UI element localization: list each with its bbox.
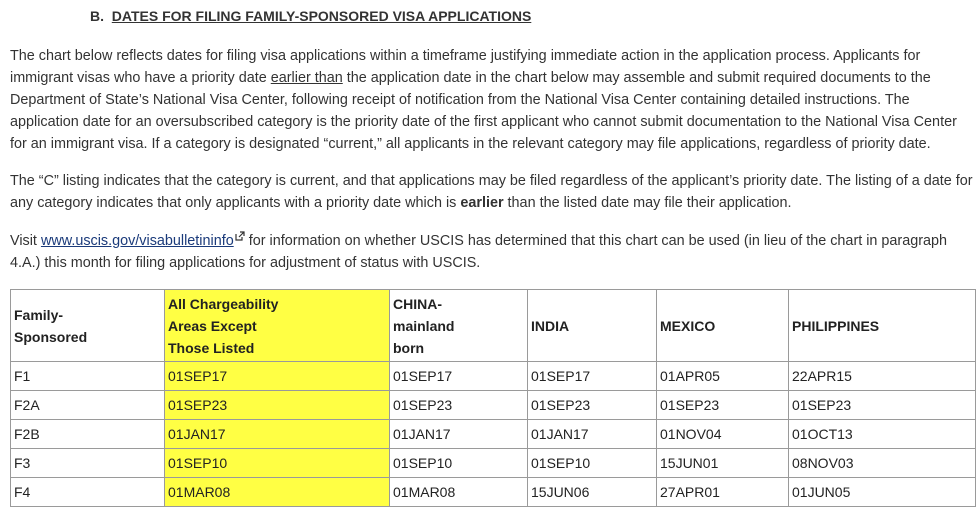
cell-china: 01SEP23 <box>390 391 528 420</box>
table-row <box>11 478 976 507</box>
header-text: Areas Except <box>168 317 257 334</box>
section-letter: B. <box>90 8 104 24</box>
header-text: born <box>393 339 425 356</box>
table-row <box>11 391 976 420</box>
current-text-1: The “C” listing indicates that the category is current, and that applications may be filed regardless of the applicant’s priority date. The listing of a date for any category indicates that only applicants with a priority date which is <box>10 173 973 211</box>
header-india: INDIA <box>528 290 657 362</box>
cell-india: 15JUN06 <box>528 478 657 507</box>
cell-india: 01SEP10 <box>528 449 657 478</box>
cell-category: F3 <box>11 449 165 478</box>
external-link-icon[interactable] <box>235 231 245 241</box>
cell-all-chargeability: 01SEP23 <box>165 391 390 420</box>
intro-paragraph <box>10 45 976 155</box>
cell-all-chargeability: 01JAN17 <box>165 420 390 449</box>
cell-all-chargeability: 01SEP17 <box>165 362 390 391</box>
table-row <box>11 420 976 449</box>
cell-mexico: 01SEP23 <box>657 391 789 420</box>
cell-category: F2B <box>11 420 165 449</box>
current-listing-paragraph <box>10 170 976 214</box>
intro-text-2: the application date in the chart below may assemble and submit required documents to the Department of State’s National Visa Center, following receipt of notification from the National Visa Center containing detailed instructions. The application date for an oversubscribed category is the priority date of the first applicant who cannot submit documentation to the National Visa Center for an immigrant visa. If a category is designated “current,” all applicants in the relevant category may file applications, regardless of priority date. <box>10 70 957 152</box>
section-title: DATES FOR FILING FAMILY-SPONSORED VISA APPLICATIONS <box>111 8 532 24</box>
header-text: CHINA- <box>393 295 442 312</box>
cell-philippines: 08NOV03 <box>789 449 976 478</box>
cell-mexico: 15JUN01 <box>657 449 789 478</box>
cell-philippines: 01SEP23 <box>789 391 976 420</box>
uscis-suffix: for information on whether USCIS has determined that this chart can be used (in lieu of the chart in paragraph 4.A.) this month for filing applications for adjustment of status with USCIS. <box>10 233 948 271</box>
intro-text-1: The chart below reflects dates for filing visa applications within a timeframe justifying immediate action in the application process. Applicants for immigrant visas who have a priority date <box>10 48 921 86</box>
intro-underlined-text: earlier than <box>270 70 343 86</box>
cell-china: 01SEP17 <box>390 362 528 391</box>
table-row <box>11 449 976 478</box>
cell-philippines: 01OCT13 <box>789 420 976 449</box>
cell-india: 01SEP23 <box>528 391 657 420</box>
family-dates-table <box>10 289 976 507</box>
header-text: mainland <box>393 317 455 334</box>
header-text: All Chargeability <box>168 295 279 312</box>
cell-china: 01MAR08 <box>390 478 528 507</box>
header-china <box>390 290 528 362</box>
cell-all-chargeability: 01SEP10 <box>165 449 390 478</box>
cell-mexico: 01APR05 <box>657 362 789 391</box>
cell-all-chargeability: 01MAR08 <box>165 478 390 507</box>
header-all-chargeability <box>165 290 390 362</box>
cell-category: F2A <box>11 391 165 420</box>
cell-mexico: 27APR01 <box>657 478 789 507</box>
table-header-row <box>11 290 976 362</box>
cell-philippines: 01JUN05 <box>789 478 976 507</box>
table-row <box>11 362 976 391</box>
header-text: Family- <box>14 306 64 323</box>
cell-philippines: 22APR15 <box>789 362 976 391</box>
cell-china: 01JAN17 <box>390 420 528 449</box>
uscis-paragraph <box>10 230 976 274</box>
header-mexico: MEXICO <box>657 290 789 362</box>
header-philippines: PHILIPPINES <box>789 290 976 362</box>
cell-category: F4 <box>11 478 165 507</box>
cell-china: 01SEP10 <box>390 449 528 478</box>
uscis-link[interactable]: www.uscis.gov/visabulletininfo <box>40 233 234 249</box>
current-bold-text: earlier <box>460 195 504 211</box>
cell-mexico: 01NOV04 <box>657 420 789 449</box>
table-body <box>11 362 976 507</box>
cell-india: 01JAN17 <box>528 420 657 449</box>
header-text: Sponsored <box>14 328 88 345</box>
cell-category: F1 <box>11 362 165 391</box>
header-family-sponsored <box>11 290 165 362</box>
header-text: Those Listed <box>168 339 255 356</box>
uscis-prefix: Visit <box>10 233 41 249</box>
current-text-2: than the listed date may file their application. <box>503 195 792 211</box>
section-heading <box>90 8 531 24</box>
cell-india: 01SEP17 <box>528 362 657 391</box>
